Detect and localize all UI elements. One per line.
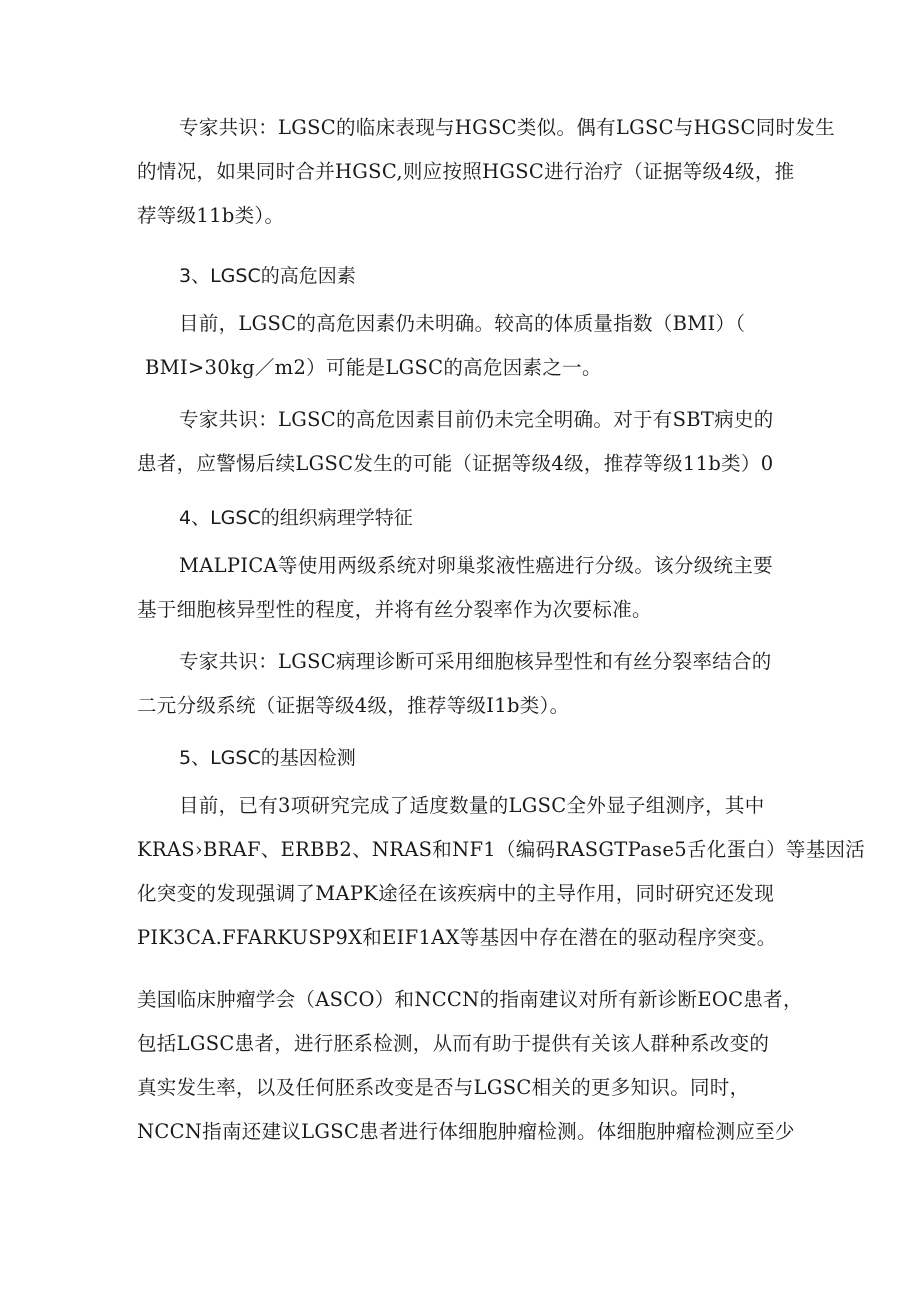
text-line: 真实发生率，以及任何胚系改变是否与LGSC相关的更多知识。同时， — [137, 1076, 750, 1099]
text-line: 基于细胞核异型性的程度，并将有丝分裂率作为次要标准。 — [137, 598, 652, 621]
paragraph-exome-sequencing — [137, 784, 866, 960]
text-line: 的情况，如果同时合并HGSC,则应按照HGSC进行治疗（证据等级4级，推 — [137, 160, 795, 183]
paragraph-risk-factors — [137, 302, 809, 390]
text-line: 目前，LGSC的高危因素仍未明确。较高的体质量指数（BMI）（ — [179, 312, 746, 335]
text-line: 专家共识：LGSC的高危因素目前仍未完全明确。对于有SBT病史的 — [179, 408, 774, 431]
paragraph-guideline-testing — [137, 978, 809, 1154]
text-line: 目前，已有3项研究完成了适度数量的LGSC全外显子组测序，其中 — [179, 794, 765, 817]
paragraph-consensus-risk — [137, 398, 809, 486]
text-line: 化突变的发现强调了MAPK途径在该疾病中的主导作用，同时研究还发现 — [137, 882, 775, 905]
text-line: 包括LGSC患者，进行胚系检测，从而有助于提供有关该人群种系改变的 — [137, 1032, 770, 1055]
text-line: 患者，应警惕后续LGSC发生的可能（证据等级4级，推荐等级11b类）0 — [137, 452, 774, 475]
text-line: 专家共识：LGSC病理诊断可采用细胞核异型性和有丝分裂率结合的 — [179, 650, 772, 673]
paragraph-grading-system — [137, 544, 809, 632]
text-line: MALPICA等使用两级系统对卵巢浆液性癌进行分级。该分级统主要 — [179, 554, 773, 577]
paragraph-consensus-clinical — [137, 106, 835, 238]
text-line: 二元分级系统（证据等级4级，推荐等级I1b类）。 — [137, 694, 570, 717]
section-heading-histopathology: 4、LGSC的组织病理学特征 — [179, 507, 413, 529]
text-line: NCCN指南还建议LGSC患者进行体细胞肿瘤检测。体细胞肿瘤检测应至少 — [137, 1120, 795, 1143]
text-line: 专家共识：LGSC的临床表现与HGSC类似。偶有LGSC与HGSC同时发生 — [179, 116, 835, 139]
section-heading-genetic-testing: 5、LGSC的基因检测 — [179, 747, 356, 769]
text-line: BMI>30kg／m2）可能是LGSC的高危因素之一。 — [145, 356, 602, 379]
paragraph-consensus-pathology — [137, 640, 809, 728]
text-line: PIK3CA.FFARKUSP9X和EIF1AX等基因中存在潜在的驱动程序突变。 — [137, 926, 777, 949]
text-line: KRAS›BRAF、ERBB2、NRAS和NF1（编码RASGTPase5舌化蛋白）等基因活 — [137, 838, 866, 861]
section-heading-risk-factors: 3、LGSC的高危因素 — [179, 265, 356, 287]
text-line: 荐等级11b类）。 — [137, 204, 285, 227]
text-line: 美国临床肿瘤学会（ASCO）和NCCN的指南建议对所有新诊断EOC患者， — [137, 988, 803, 1011]
